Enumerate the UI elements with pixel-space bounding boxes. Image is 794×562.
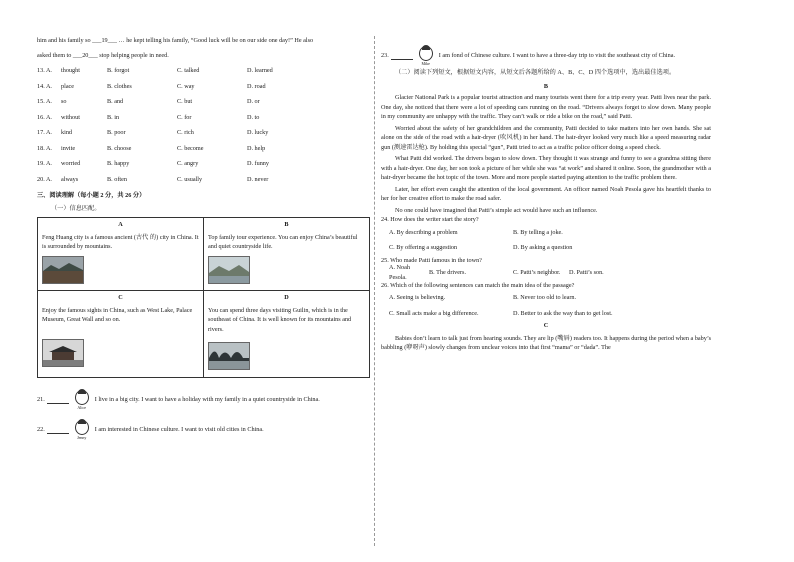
jenny-avatar xyxy=(71,420,93,440)
q23-answer-blank[interactable] xyxy=(391,52,413,60)
cloze-question-number: 19. A. xyxy=(37,160,52,167)
cloze-option-row xyxy=(37,172,370,188)
guilin-photo xyxy=(208,342,250,370)
right-column xyxy=(381,36,711,353)
cloze-question-number: 15. A. xyxy=(37,98,52,105)
q25-option-c[interactable]: C. Patti’s neighbor. xyxy=(513,269,561,276)
reading-instructions: （二）阅读下列短文，根据短文内容，从短文后各题所给的 A、B、C、D 四个选项中，选出最佳选项。 xyxy=(395,69,676,76)
ancient-city-photo xyxy=(42,256,84,284)
cloze-option-row xyxy=(37,79,370,95)
cloze-option-b[interactable]: B. happy xyxy=(107,160,130,167)
cloze-option-a[interactable]: without xyxy=(61,113,80,121)
question-25 xyxy=(381,256,711,281)
q26-option-a[interactable]: A. Seeing is believing. xyxy=(389,294,446,301)
cell-b-text: Top family tour experience. You can enjoy China’s beautiful and quiet countryside life. xyxy=(208,233,358,250)
person-icon xyxy=(75,420,89,435)
cloze-option-b[interactable]: B. poor xyxy=(107,129,126,136)
question-26 xyxy=(381,281,711,322)
q24-option-a[interactable]: A. By describing a problem xyxy=(389,228,458,236)
cloze-option-b[interactable]: B. clothes xyxy=(107,82,132,90)
subsection-title: （一）信息匹配。 xyxy=(51,204,101,212)
intro-line: asked them to ___20___ stop helping people in need. xyxy=(37,51,169,59)
cloze-options xyxy=(37,63,370,187)
q21-answer-blank[interactable] xyxy=(47,396,69,404)
cloze-option-d[interactable]: D. help xyxy=(247,144,266,152)
avatar-name: Mike xyxy=(421,61,430,66)
q22-answer-blank[interactable] xyxy=(47,426,69,434)
cloze-option-d[interactable]: D. or xyxy=(247,98,260,105)
palace-museum-photo xyxy=(42,339,84,367)
q23-text: I am fond of Chinese culture. I want to have a three-day trip to visit the southeast city of China. xyxy=(438,52,675,60)
left-column xyxy=(37,36,370,440)
cloze-option-a[interactable]: thought xyxy=(61,67,80,74)
q25-option-d[interactable]: D. Patti’s son. xyxy=(569,269,604,276)
cell-d-head: D xyxy=(284,294,289,301)
cloze-question-number: 16. A. xyxy=(37,113,52,121)
cloze-option-a[interactable]: so xyxy=(61,98,67,105)
section-title: 三、阅读理解（每小题 2 分，共 26 分） xyxy=(37,192,146,199)
question-23 xyxy=(381,46,711,66)
cell-a-head: A xyxy=(118,221,123,228)
avatar-name: Jenny xyxy=(77,435,87,440)
alice-avatar xyxy=(71,390,93,410)
q26-option-c[interactable]: C. Small acts make a big difference. xyxy=(389,309,479,317)
q25-option-a[interactable]: A. Noah Pesola. xyxy=(389,264,410,281)
cloze-option-d[interactable]: D. learned xyxy=(247,67,273,74)
cell-c-text: Enjoy the famous sights in China, such as West Lake, Palace Museum, Great Wall and so on. xyxy=(42,306,193,323)
passage-c-paragraph: Babies don’t learn to talk just from hearing sounds. They are lip (嘴唇) readers too. It happens during the period when a baby’s babbling (咿呀声) slowly changes from unclear voices into that first “mama” or “dada”. The xyxy=(381,334,711,351)
cloze-option-b[interactable]: B. forgot xyxy=(107,67,130,74)
q24-option-c[interactable]: C. By offering a suggestion xyxy=(389,244,458,251)
passage-b xyxy=(381,93,711,215)
cloze-option-c[interactable]: C. become xyxy=(177,144,204,152)
cloze-option-a[interactable]: kind xyxy=(61,129,73,136)
passage-b-paragraph: Later, her effort even caught the attention of the local government. An officer named Noah Pesola gave his heartfelt thanks to her for her creative effort to make the road safer. xyxy=(381,185,711,202)
cloze-option-row xyxy=(37,125,370,141)
cloze-option-a[interactable]: worried xyxy=(61,160,81,167)
cloze-option-c[interactable]: C. angry xyxy=(177,160,199,167)
person-icon xyxy=(75,390,89,405)
q22-text: I am interested in Chinese culture. I want to visit old cities in China. xyxy=(94,426,264,434)
intro-line: him and his family so ___19___ … he kept telling his family, “Good luck will be on our side one day!” He also xyxy=(37,37,314,44)
passage-b-paragraph: Worried about the safety of her grandchildren and the community, Patti decided to take matters into her own hands. She sat alone on the side of the road with a hair-dryer (吹风机) in her hand. The hair-dryer looked very much like a speed measuring radar gun (测速雷达枪). By holding this special “gun”, Patti tried to act as a traffic police officer doing a speed check. xyxy=(381,124,711,151)
cell-b-head: B xyxy=(284,221,289,228)
cloze-option-d[interactable]: D. to xyxy=(247,113,260,121)
q24-option-b[interactable]: B. By telling a joke. xyxy=(513,228,563,236)
countryside-photo xyxy=(208,256,250,284)
cloze-option-d[interactable]: D. road xyxy=(247,82,266,90)
cell-a-text: Feng Huang city is a famous ancient (古代 的) city in China. It is surrounded by mountains. xyxy=(42,233,199,250)
cloze-option-c[interactable]: C. talked xyxy=(177,67,200,74)
cloze-option-c[interactable]: C. way xyxy=(177,82,195,90)
passage-c-title: C xyxy=(543,322,549,329)
passage-b-paragraph: No one could have imagined that Patti’s simple act would have such an influence. xyxy=(395,206,598,214)
question-24 xyxy=(381,215,711,256)
mike-avatar xyxy=(415,46,437,66)
passage-b-paragraph: Glacier National Park is a popular tourist attraction and many tourists went there for a trip every year. Patti lives near the park. One day, she noticed that there were a lot of speeding cars running on the road. “Drivers always forget to slow down. Many people in my community are unhappy with the traffic. They can’t walk or ride a bike on the road,” said Patti. xyxy=(381,94,711,120)
cloze-option-a[interactable]: always xyxy=(61,175,79,183)
question-22 xyxy=(37,420,370,440)
cloze-option-row xyxy=(37,110,370,126)
q21-text: I live in a big city. I want to have a holiday with my family in a quiet countryside in China. xyxy=(94,396,320,404)
q25-stem: 25. Who made Patti famous in the town? xyxy=(381,256,482,264)
avatar-name: Alice xyxy=(77,405,87,410)
q26-stem: 26. Which of the following sentences can match the main idea of the passage? xyxy=(381,281,575,289)
q23-number: 23. xyxy=(381,52,389,60)
q26-option-d[interactable]: D. Better to ask the way than to get lost. xyxy=(513,309,613,317)
cloze-option-b[interactable]: B. often xyxy=(107,175,127,183)
cloze-option-row xyxy=(37,94,370,110)
cloze-option-c[interactable]: C. but xyxy=(177,98,193,105)
cloze-question-number: 13. A. xyxy=(37,67,52,74)
cloze-option-a[interactable]: invite xyxy=(61,144,76,152)
cell-d-text: You can spend three days visiting Guilin, which is in the southeast of China. It is well known for its mountains and rivers. xyxy=(208,306,352,333)
cloze-option-c[interactable]: C. rich xyxy=(177,129,194,136)
cloze-option-a[interactable]: place xyxy=(61,82,75,90)
cloze-question-number: 17. A. xyxy=(37,129,52,136)
cloze-option-b[interactable]: B. in xyxy=(107,113,120,121)
passage-b-paragraph: What Patti did worked. The drivers began to slow down. They thought it was strange and funny to see a grandma sitting there with a hair-dryer. One day, her son took a picture of her while she was “at work” and shared it online. Soon, the grandmother with a hair-dryer became the hot topic of the town. More and more people started paying attention to the traffic problem there. xyxy=(381,155,711,181)
cell-c-head: C xyxy=(118,294,123,301)
cloze-option-d[interactable]: D. never xyxy=(247,175,269,183)
column-divider xyxy=(374,36,375,546)
cloze-option-row xyxy=(37,63,370,79)
q22-number: 22. xyxy=(37,426,45,434)
cloze-option-c[interactable]: C. usually xyxy=(177,175,203,183)
cloze-option-c[interactable]: C. for xyxy=(177,113,192,121)
cloze-option-row xyxy=(37,141,370,157)
person-icon xyxy=(419,46,433,61)
cloze-option-b[interactable]: B. choose xyxy=(107,144,132,152)
cloze-option-b[interactable]: B. and xyxy=(107,98,124,105)
q21-number: 21. xyxy=(37,396,45,404)
cloze-option-row xyxy=(37,156,370,172)
cloze-option-d[interactable]: D. lucky xyxy=(247,129,269,136)
q24-option-d[interactable]: D. By asking a question xyxy=(513,244,573,251)
cloze-question-number: 18. A. xyxy=(37,144,52,152)
cloze-question-number: 20. A. xyxy=(37,175,52,183)
q25-option-b[interactable]: B. The drivers. xyxy=(429,269,467,276)
cloze-question-number: 14. A. xyxy=(37,82,52,90)
q24-stem: 24. How does the writer start the story? xyxy=(381,216,479,223)
matching-table xyxy=(37,217,370,378)
passage-b-title: B xyxy=(543,82,549,90)
cloze-option-d[interactable]: D. funny xyxy=(247,160,269,167)
question-21 xyxy=(37,390,370,410)
q26-option-b[interactable]: B. Never too old to learn. xyxy=(513,294,577,301)
